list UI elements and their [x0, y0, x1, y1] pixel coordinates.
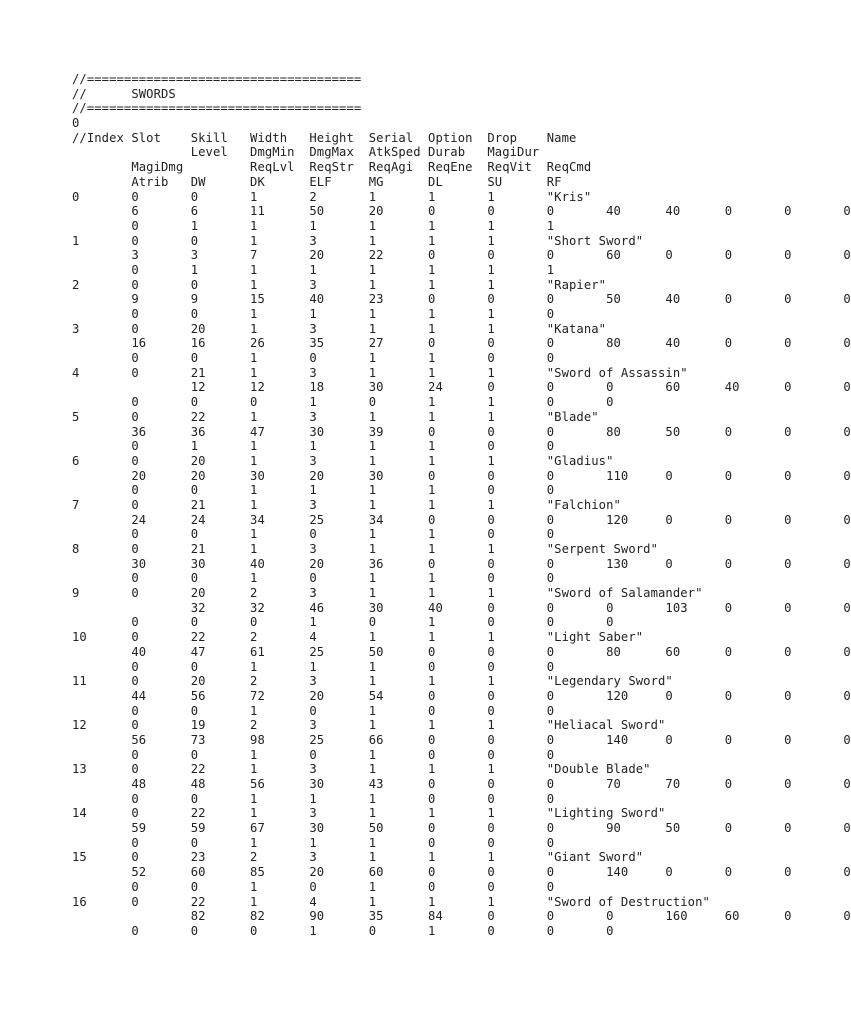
text-line: 0 0 1 0 1 0 0 0 — [72, 703, 555, 718]
text-line: 3 3 7 20 22 0 0 0 60 0 0 0 0 — [72, 248, 851, 263]
text-line: //===================================== — [72, 72, 362, 86]
text-line: 32 32 46 30 40 0 0 0 103 0 0 0 — [72, 600, 851, 615]
text-line: //Index Slot Skill Width Height Serial Option Drop Name — [72, 130, 577, 145]
text-line: 0 0 1 1 1 0 0 0 — [72, 791, 555, 806]
text-line: 5 0 22 1 3 1 1 1 "Blade" — [72, 409, 599, 424]
text-line: 59 59 67 30 50 0 0 0 90 50 0 0 0 — [72, 821, 851, 836]
text-line: 12 12 18 30 24 0 0 0 60 40 0 0 — [72, 380, 851, 395]
text-line: 0 0 1 1 1 1 1 0 — [72, 307, 555, 321]
text-line: Atrib DW DK ELF MG DL SU RF — [72, 174, 562, 189]
text-line: 0 0 1 0 1 0 0 0 — [72, 747, 555, 762]
text-line: 9 9 15 40 23 0 0 0 50 40 0 0 0 — [72, 292, 851, 307]
text-line: 56 73 98 25 66 0 0 0 140 0 0 0 0 — [72, 732, 851, 747]
text-line: 0 — [72, 116, 80, 131]
text-line: 0 1 1 1 1 1 1 1 — [72, 262, 555, 277]
text-line: 0 0 1 0 1 1 0 0 — [72, 527, 555, 542]
text-line: 0 0 0 1 2 1 1 1 "Kris" — [72, 189, 592, 204]
text-line: 24 24 34 25 34 0 0 0 120 0 0 0 0 — [72, 512, 851, 527]
text-line: 0 0 1 0 1 0 0 0 — [72, 879, 555, 894]
text-line: 40 47 61 25 50 0 0 0 80 60 0 0 0 — [72, 644, 851, 659]
text-line: 52 60 85 20 60 0 0 0 140 0 0 0 0 — [72, 865, 851, 880]
text-line: 30 30 40 20 36 0 0 0 130 0 0 0 0 — [72, 556, 851, 571]
text-line: 0 0 1 1 1 0 0 0 — [72, 835, 555, 850]
text-line: 1 0 0 1 3 1 1 1 "Short Sword" — [72, 233, 644, 248]
document-text — [72, 72, 851, 939]
text-line: 12 0 19 2 3 1 1 1 "Heliacal Sword" — [72, 718, 666, 733]
text-line: 3 0 20 1 3 1 1 1 "Katana" — [72, 321, 607, 336]
text-line: 44 56 72 20 54 0 0 0 120 0 0 0 0 — [72, 688, 851, 703]
text-line: 9 0 20 2 3 1 1 1 "Sword of Salamander" — [72, 586, 703, 601]
text-line: 10 0 22 2 4 1 1 1 "Light Saber" — [72, 630, 644, 645]
text-line: 13 0 22 1 3 1 1 1 "Double Blade" — [72, 762, 651, 777]
text-line: 7 0 21 1 3 1 1 1 "Falchion" — [72, 497, 621, 512]
text-line: 0 0 1 1 1 1 0 0 — [72, 483, 555, 498]
text-line: 20 20 30 20 30 0 0 0 110 0 0 0 0 — [72, 468, 851, 483]
text-line: 82 82 90 35 84 0 0 0 160 60 0 0 — [72, 909, 851, 924]
text-line: 8 0 21 1 3 1 1 1 "Serpent Sword" — [72, 542, 658, 556]
text-line: 0 0 0 1 0 1 1 0 0 — [72, 395, 614, 410]
text-line: 14 0 22 1 3 1 1 1 "Lighting Sword" — [72, 806, 666, 821]
text-line: 0 0 0 1 0 1 0 0 0 — [72, 615, 614, 630]
text-line: 6 0 20 1 3 1 1 1 "Gladius" — [72, 453, 614, 468]
text-line: 11 0 20 2 3 1 1 1 "Legendary Sword" — [72, 674, 673, 689]
text-line: 0 0 1 0 1 1 0 0 — [72, 351, 555, 366]
text-line: 16 16 26 35 27 0 0 0 80 40 0 0 0 — [72, 336, 851, 351]
text-line: 48 48 56 30 43 0 0 0 70 70 0 0 0 — [72, 777, 851, 791]
text-line: MagiDmg ReqLvl ReqStr ReqAgi ReqEne ReqVit ReqCmd — [72, 160, 592, 175]
text-line: //===================================== — [72, 101, 362, 116]
text-line: 2 0 0 1 3 1 1 1 "Rapier" — [72, 277, 607, 292]
text-line: 16 0 22 1 4 1 1 1 "Sword of Destruction" — [72, 894, 710, 909]
text-line: 0 0 1 0 1 1 0 0 — [72, 571, 555, 586]
text-line: 36 36 47 30 39 0 0 0 80 50 0 0 0 — [72, 424, 851, 439]
text-line: // SWORDS — [72, 86, 176, 101]
text-line: 15 0 23 2 3 1 1 1 "Giant Sword" — [72, 850, 644, 865]
text-line: 0 0 0 1 0 1 0 0 0 — [72, 923, 614, 938]
text-line: 0 1 1 1 1 1 0 0 — [72, 439, 555, 454]
text-line: 6 6 11 50 20 0 0 0 40 40 0 0 0 — [72, 204, 851, 219]
text-line: 0 1 1 1 1 1 1 1 — [72, 218, 555, 233]
text-line: 4 0 21 1 3 1 1 1 "Sword of Assassin" — [72, 365, 688, 380]
text-line: Level DmgMin DmgMax AtkSped Durab MagiDur — [72, 145, 540, 160]
text-line: 0 0 1 1 1 0 0 0 — [72, 659, 555, 674]
